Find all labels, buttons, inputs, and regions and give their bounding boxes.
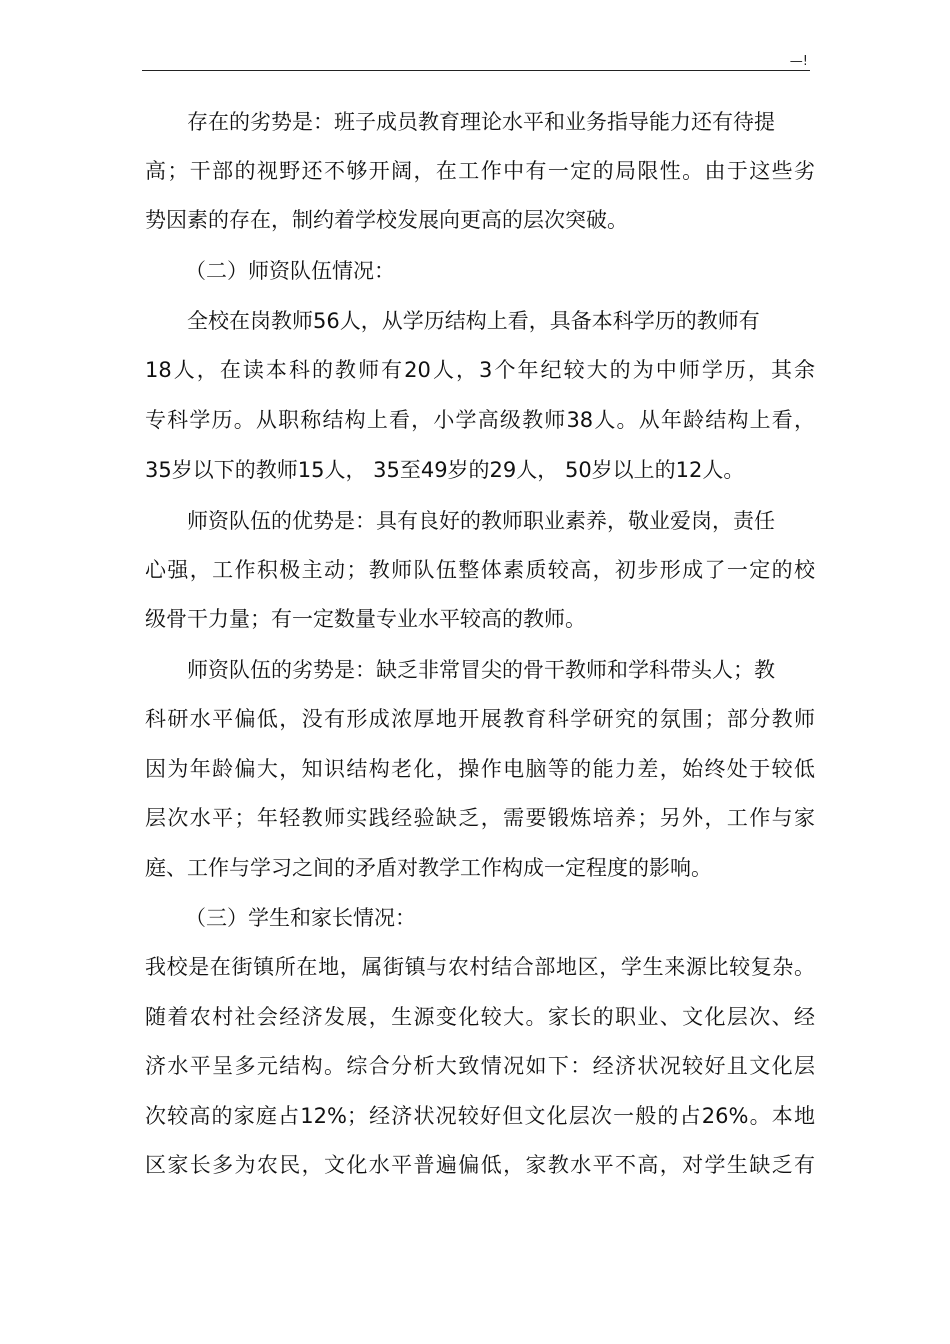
paragraph-line: 层次水平；年轻教师实践经验缺乏，需要锻炼培养；另外，工作与家 (145, 806, 815, 830)
paragraph-line: 高；干部的视野还不够开阔，在工作中有一定的局限性。由于这些劣 (145, 159, 815, 183)
header-rule (142, 70, 810, 71)
paragraph-line: 全校在岗教师56人，从学历结构上看，具备本科学历的教师有 (187, 309, 760, 333)
paragraph-line: 科研水平偏低，没有形成浓厚地开展教育科学研究的氛围；部分教师 (145, 707, 815, 731)
paragraph-line: 专科学历。从职称结构上看，小学高级教师38人。从年龄结构上看， (145, 408, 815, 432)
page-number-mark: —! (789, 54, 808, 69)
paragraph-line: 存在的劣势是：班子成员教育理论水平和业务指导能力还有待提 (187, 110, 775, 134)
paragraph-line: 因为年龄偏大，知识结构老化，操作电脑等的能力差，始终处于较低 (145, 757, 815, 781)
paragraph-line: 济水平呈多元结构。综合分析大致情况如下：经济状况较好且文化层 (145, 1054, 815, 1078)
paragraph-line: 区家长多为农民，文化水平普遍偏低，家教水平不高，对学生缺乏有 (145, 1153, 815, 1177)
paragraph-line: 庭、工作与学习之间的矛盾对教学工作构成一定程度的影响。 (145, 856, 712, 880)
paragraph-line: 我校是在街镇所在地，属街镇与农村结合部地区，学生来源比较复杂。 (145, 955, 815, 979)
paragraph-line: 师资队伍的劣势是：缺乏非常冒尖的骨干教师和学科带头人；教 (187, 658, 775, 682)
paragraph-line: 18人，在读本科的教师有20人，3个年纪较大的为中师学历，其余 (145, 358, 815, 382)
paragraph-line: 随着农村社会经济发展，生源变化较大。家长的职业、文化层次、经 (145, 1005, 815, 1029)
paragraph-line: 次较高的家庭占12%；经济状况较好但文化层次一般的占26%。本地 (145, 1104, 815, 1128)
paragraph-line: 级骨干力量；有一定数量专业水平较高的教师。 (145, 607, 586, 631)
section-heading: （三）学生和家长情况： (185, 906, 416, 930)
paragraph-line: 35岁以下的教师15人， 35至49岁的29人， 50岁以上的12人。 (145, 458, 745, 482)
paragraph-line: 势因素的存在，制约着学校发展向更高的层次突破。 (145, 208, 628, 232)
section-heading: （二）师资队伍情况： (185, 259, 395, 283)
paragraph-line: 师资队伍的优势是：具有良好的教师职业素养，敬业爱岗，责任 (187, 509, 775, 533)
paragraph-line: 心强，工作积极主动；教师队伍整体素质较高，初步形成了一定的校 (145, 558, 815, 582)
